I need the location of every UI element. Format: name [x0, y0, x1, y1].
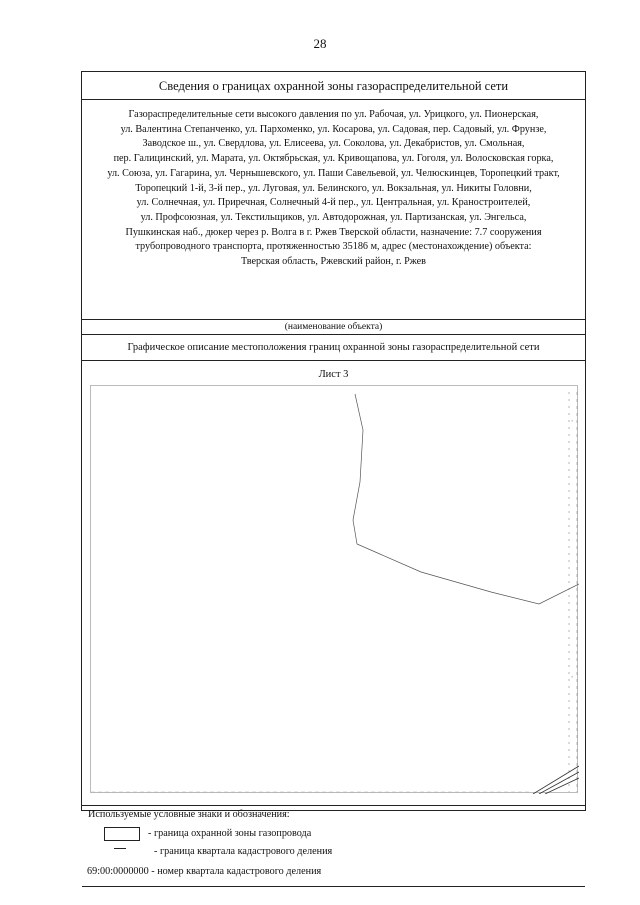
legend-cadastral-boundary: - граница квартала кадастрового деления — [154, 846, 333, 857]
sheet-label: Лист 3 — [318, 369, 349, 380]
object-description — [82, 100, 585, 320]
page-number: 28 — [313, 36, 327, 51]
map-section — [82, 361, 585, 805]
road-line — [545, 778, 579, 794]
zone-boundary-line — [353, 394, 579, 604]
description-line: ул. Профсоюзная, ул. Текстильщиков, ул. Автодорожная, ул. Партизанская, ул. Энгельса, — [140, 211, 527, 223]
legend-zone-boundary: - граница охранной зоны газопровода — [148, 828, 312, 839]
legend-cadastral-code-row — [87, 866, 321, 877]
description-line: Заводское ш., ул. Свердлова, ул. Елисеева, ул. Соколова, ул. Декабристов, ул. Смольная, — [142, 138, 525, 150]
description-line: Газораспределительные сети высокого давления по ул. Рабочая, ул. Урицкого, ул. Пионерская, — [128, 109, 539, 120]
map-mark: ﾞ — [571, 676, 575, 684]
map-canvas — [91, 386, 579, 794]
graphic-description-title: Графическое описание местоположения границ охранной зоны газораспределительной сети — [82, 335, 585, 361]
description-line: Пушкинская наб., дюкер через р. Волга в г. Ржев Тверской области, назначение: 7.7 сооружения — [125, 226, 542, 238]
legend-title: Используемые условные знаки и обозначения: — [88, 809, 290, 820]
description-line: Тверская область, Ржевский район, г. Ржев — [241, 256, 426, 268]
cadastral-boundary-swatch — [114, 848, 126, 849]
cadastral-code-sample: 69:00:0000000 — [87, 866, 149, 877]
road-line — [539, 772, 579, 794]
document-sheet — [81, 71, 586, 877]
description-line: пер. Галицинский, ул. Марата, ул. Октябрьская, ул. Кривощапова, ул. Гоголя, ул. Волосковская горка, — [113, 153, 554, 165]
description-line: Торопецкий 1-й, 3-й пер., ул. Луговая, ул. Белинского, ул. Вокзальная, ул. Никиты Головни, — [135, 182, 532, 194]
zone-boundary-swatch — [104, 827, 140, 841]
legend — [82, 805, 585, 887]
map-drawing — [90, 385, 578, 793]
description-line: ул. Союза, ул. Гагарина, ул. Чернышевского, ул. Паши Савельевой, ул. Челюскинцев, Торопецкий тракт, — [107, 167, 560, 179]
object-name-caption: (наименование объекта) — [82, 320, 585, 335]
document-title: Сведения о границах охранной зоны газораспределительной сети — [82, 72, 585, 100]
road-line — [533, 766, 579, 794]
legend-cadastral-code: - номер квартала кадастрового деления — [151, 866, 322, 877]
description-line: ул. Солнечная, ул. Приречная, Солнечный 4-й пер., ул. Центральная, ул. Краностроителей, — [136, 197, 531, 209]
description-line: ул. Валентина Степанченко, ул. Пархоменко, ул. Косарова, ул. Садовая, пер. Садовый, ул. Фрунзе, — [120, 123, 547, 135]
map-mark: ﾞ — [571, 420, 575, 428]
description-line: трубопроводного транспорта, протяженностью 35186 м, адрес (местонахождение) объекта: — [135, 241, 532, 253]
